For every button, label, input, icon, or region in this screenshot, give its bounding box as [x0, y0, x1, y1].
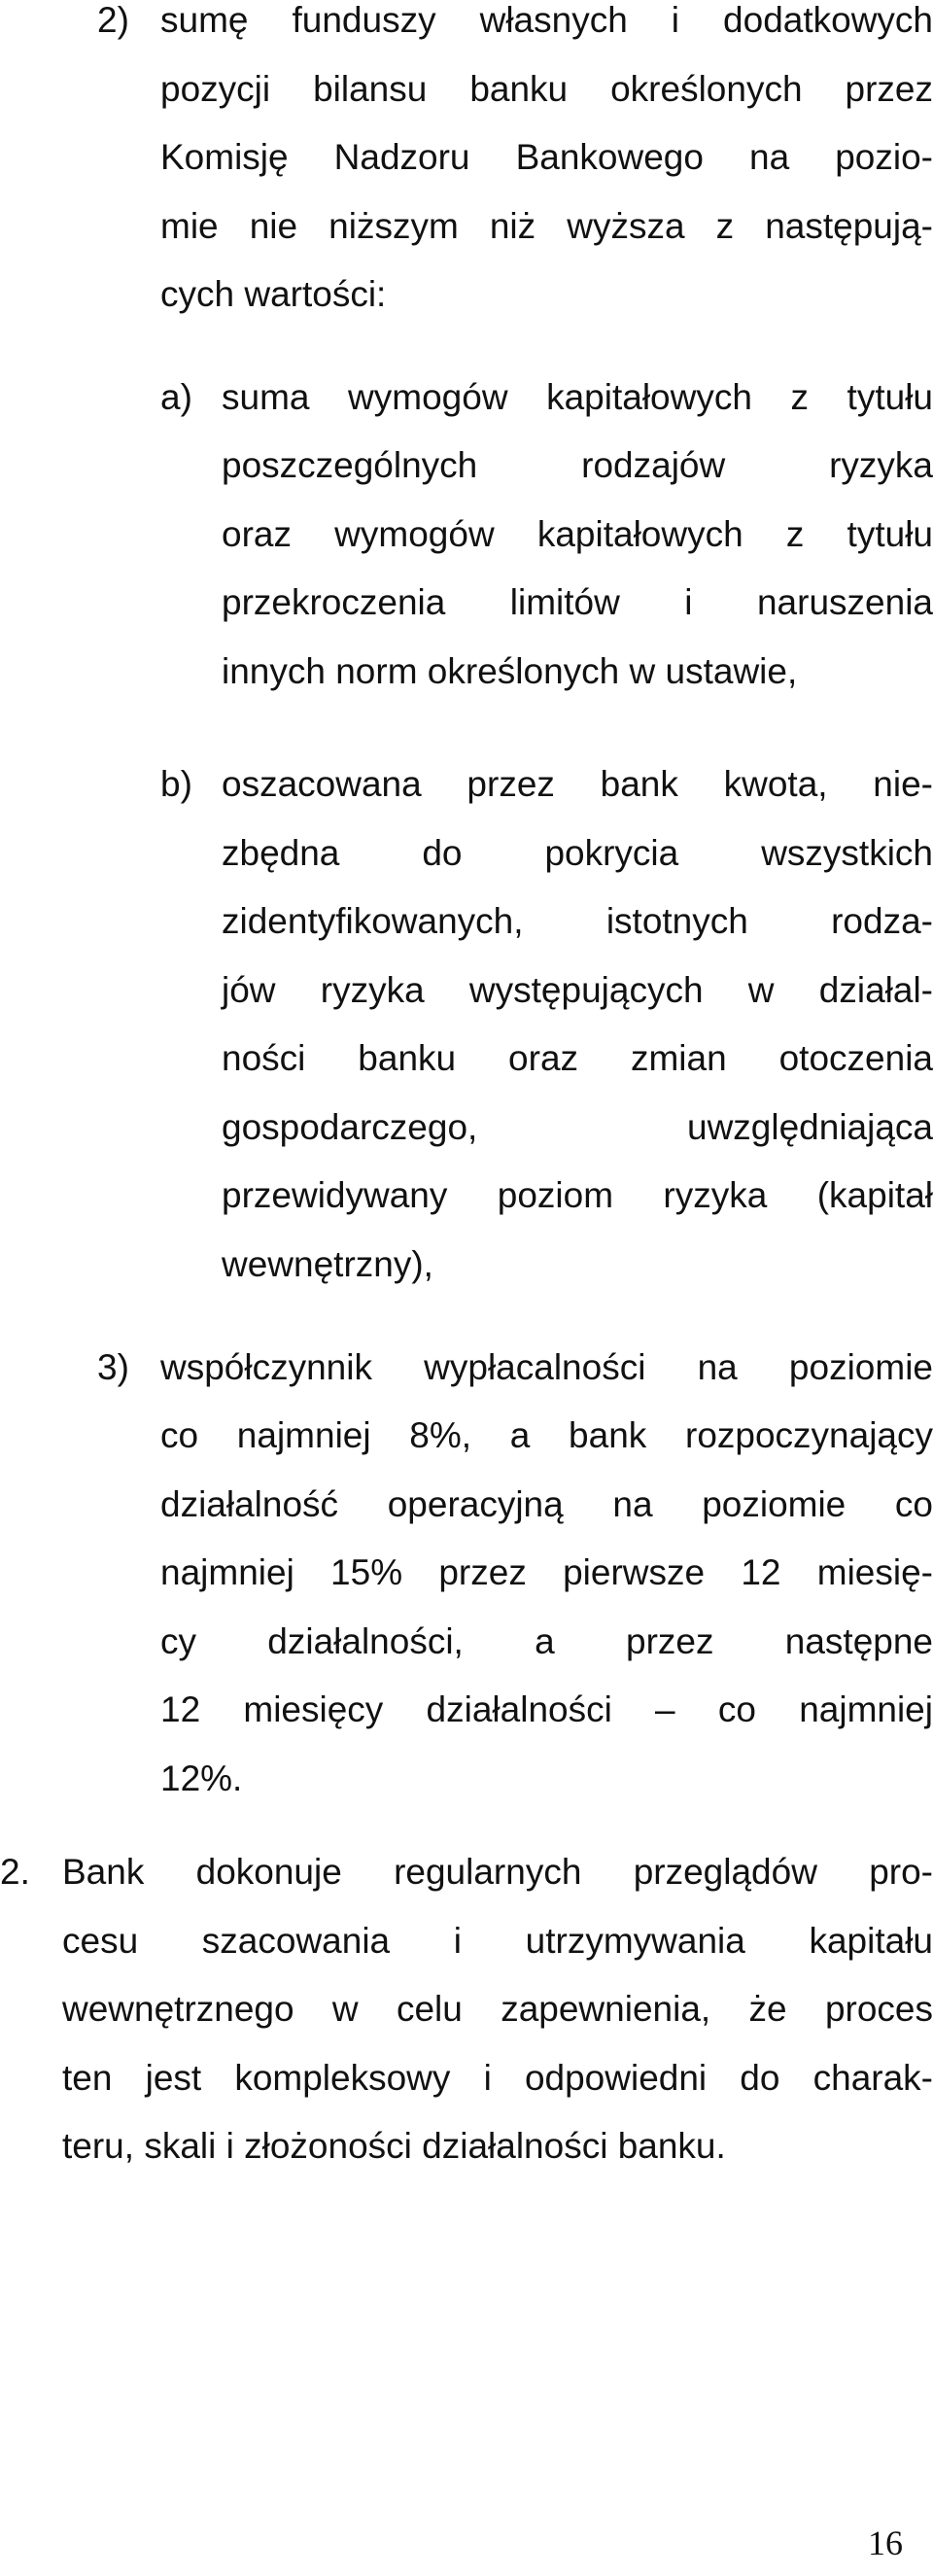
text-line: jów ryzyka występujących w działal- — [222, 970, 933, 1010]
text-line: oraz wymogów kapitałowych z tytułu — [222, 514, 933, 554]
text-line: suma wymogów kapitałowych z tytułu — [222, 377, 933, 417]
text-line: współczynnik wypłacalności na poziomie — [160, 1347, 933, 1387]
text-line: działalność operacyjną na poziomie co — [160, 1484, 933, 1524]
text-line: Komisję Nadzoru Bankowego na pozio- — [160, 137, 933, 177]
text-line: innych norm określonych w ustawie, — [222, 651, 798, 691]
text-line: teru, skali i złożoności działalności banku. — [62, 2126, 726, 2166]
list-marker: a) — [160, 377, 192, 417]
text-line: przekroczenia limitów i naruszenia — [222, 582, 933, 622]
paragraph-marker: 2. — [0, 1852, 30, 1892]
text-line: Bank dokonuje regularnych przeglądów pro- — [62, 1852, 933, 1892]
text-line: cych wartości: — [160, 274, 387, 314]
text-line: poszczególnych rodzajów ryzyka — [222, 445, 933, 485]
text-line: wewnętrzny), — [222, 1244, 433, 1284]
text-line: co najmniej 8%, a bank rozpoczynający — [160, 1415, 933, 1455]
list-marker: 2) — [97, 0, 129, 40]
text-line: 12%. — [160, 1758, 243, 1798]
text-line: przewidywany poziom ryzyka (kapitał — [222, 1175, 933, 1215]
text-line: gospodarczego, uwzględniająca — [222, 1107, 933, 1147]
text-line: cy działalności, a przez następne — [160, 1621, 933, 1661]
text-line: 12 miesięcy działalności – co najmniej — [160, 1689, 933, 1729]
text-line: zidentyfikowanych, istotnych rodza- — [222, 901, 933, 941]
text-line: najmniej 15% przez pierwsze 12 miesię- — [160, 1552, 933, 1592]
text-line: cesu szacowania i utrzymywania kapitału — [62, 1921, 933, 1961]
text-line: pozycji bilansu banku określonych przez — [160, 69, 933, 109]
text-line: sumę funduszy własnych i dodatkowych — [160, 0, 933, 40]
text-line: wewnętrznego w celu zapewnienia, że proces — [62, 1989, 933, 2029]
text-line: ten jest kompleksowy i odpowiedni do charak- — [62, 2058, 933, 2098]
text-line: mie nie niższym niż wyższa z następują- — [160, 206, 933, 246]
text-line: ności banku oraz zmian otoczenia — [222, 1038, 933, 1078]
list-marker: b) — [160, 764, 192, 804]
text-line: zbędna do pokrycia wszystkich — [222, 833, 933, 873]
page-number: 16 — [868, 2524, 903, 2562]
text-line: oszacowana przez bank kwota, nie- — [222, 764, 933, 804]
list-marker: 3) — [97, 1347, 129, 1387]
